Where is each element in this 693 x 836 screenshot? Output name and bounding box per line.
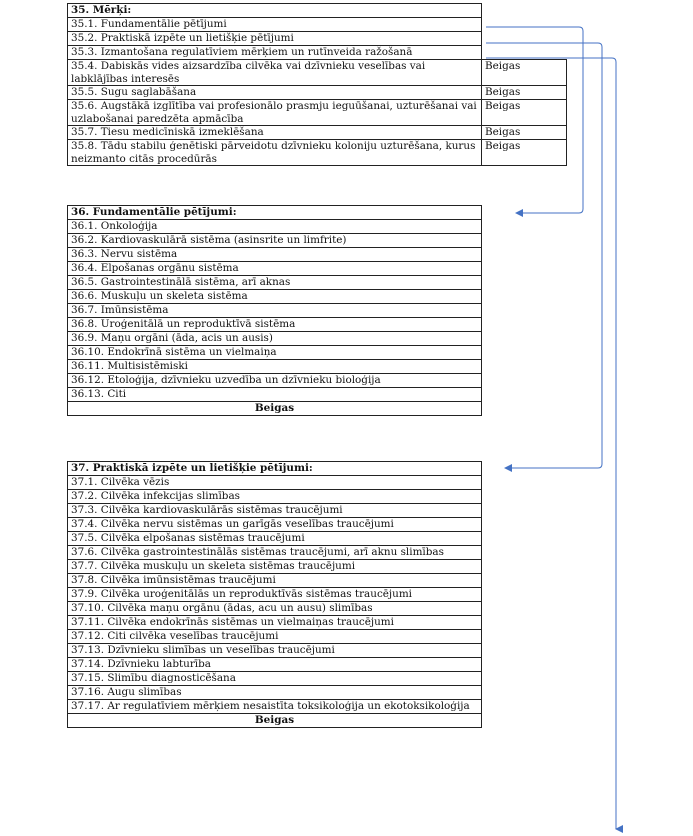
row-36-6: 36.6. Muskuļu un skeleta sistēma bbox=[68, 290, 482, 304]
row-37-12: 37.12. Citi cilvēka veselības traucējumi bbox=[68, 630, 482, 644]
row-37-2: 37.2. Cilvēka infekcijas slimības bbox=[68, 490, 482, 504]
row-37-9: 37.9. Cilvēka uroģenitālās un reproduktīvās sistēmas traucējumi bbox=[68, 588, 482, 602]
row-36-1: 36.1. Onkoloģija bbox=[68, 220, 482, 234]
row-37-10: 37.10. Cilvēka maņu orgānu (ādas, acu un ausu) slimības bbox=[68, 602, 482, 616]
row-35-2: 35.2. Praktiskā izpēte un lietišķie pētījumi bbox=[68, 32, 482, 46]
row-35-5: 35.5. Sugu saglabāšana bbox=[68, 86, 482, 100]
section-37-title: 37. Praktiskā izpēte un lietišķie pētījumi: bbox=[68, 462, 482, 476]
row-37-17: 37.17. Ar regulatīviem mērķiem nesaistīta toksikoloģija un ekotoksikoloģija bbox=[68, 700, 482, 714]
end-note-35-4: Beigas bbox=[482, 60, 567, 86]
row-36-2: 36.2. Kardiovaskulārā sistēma (asinsrite un limfrite) bbox=[68, 234, 482, 248]
end-note-35-7: Beigas bbox=[482, 126, 567, 140]
row-37-8: 37.8. Cilvēka imūnsistēmas traucējumi bbox=[68, 574, 482, 588]
row-35-6: 35.6. Augstākā izglītība vai profesionālo prasmju ieguūšanai, uzturēšanai vai uzlabošanai paredzēta apmācība bbox=[68, 100, 482, 126]
row-36-12: 36.12. Etoloģija, dzīvnieku uzvedība un dzīvnieku bioloģija bbox=[68, 374, 482, 388]
end-note-35-6: Beigas bbox=[482, 100, 567, 126]
row-36-5: 36.5. Gastrointestinālā sistēma, arī aknas bbox=[68, 276, 482, 290]
section-36-title: 36. Fundamentālie pētījumi: bbox=[68, 206, 482, 220]
row-36-3: 36.3. Nervu sistēma bbox=[68, 248, 482, 262]
arrow-35-2-to-37 bbox=[486, 43, 602, 468]
section-35-title: 35. Mērķi: bbox=[68, 4, 482, 18]
row-36-11: 36.11. Multisistēmiski bbox=[68, 360, 482, 374]
arrow-35-3-to-next-page bbox=[486, 58, 616, 829]
row-35-7: 35.7. Tiesu medicīniskā izmeklēšana bbox=[68, 126, 482, 140]
arrow-35-1-to-36 bbox=[486, 27, 583, 213]
row-36-9: 36.9. Maņu orgāni (āda, acis un ausis) bbox=[68, 332, 482, 346]
end-note-35-5: Beigas bbox=[482, 86, 567, 100]
section-37-end: Beigas bbox=[68, 714, 482, 728]
row-37-1: 37.1. Cilvēka vēzis bbox=[68, 476, 482, 490]
row-35-8: 35.8. Tādu stabilu ģenētiski pārveidotu dzīvnieku koloniju uzturēšana, kurus neizmanto citās procedūrās bbox=[68, 140, 482, 166]
row-35-4: 35.4. Dabiskās vides aizsardzība cilvēka vai dzīvnieku veselības vai labklājības interesēs bbox=[68, 60, 482, 86]
row-37-4: 37.4. Cilvēka nervu sistēmas un garīgās veselības traucējumi bbox=[68, 518, 482, 532]
row-37-6: 37.6. Cilvēka gastrointestinālās sistēmas traucējumi, arī aknu slimības bbox=[68, 546, 482, 560]
row-37-5: 37.5. Cilvēka elpošanas sistēmas traucējumi bbox=[68, 532, 482, 546]
row-37-14: 37.14. Dzīvnieku labturība bbox=[68, 658, 482, 672]
row-36-10: 36.10. Endokrīnā sistēma un vielmaiņa bbox=[68, 346, 482, 360]
section-36-end: Beigas bbox=[68, 402, 482, 416]
row-36-13: 36.13. Citi bbox=[68, 388, 482, 402]
row-37-13: 37.13. Dzīvnieku slimības un veselības traucējumi bbox=[68, 644, 482, 658]
row-37-16: 37.16. Augu slimības bbox=[68, 686, 482, 700]
row-37-11: 37.11. Cilvēka endokrīnās sistēmas un vielmaiņas traucējumi bbox=[68, 616, 482, 630]
row-36-4: 36.4. Elpošanas orgānu sistēma bbox=[68, 262, 482, 276]
row-37-15: 37.15. Slimību diagnosticēšana bbox=[68, 672, 482, 686]
row-36-7: 36.7. Imūnsistēma bbox=[68, 304, 482, 318]
end-note-35-8: Beigas bbox=[482, 140, 567, 166]
row-35-3: 35.3. Izmantošana regulatīviem mērķiem un rutīnveida ražošanā bbox=[68, 46, 482, 60]
row-37-7: 37.7. Cilvēka muskuļu un skeleta sistēmas traucējumi bbox=[68, 560, 482, 574]
row-37-3: 37.3. Cilvēka kardiovaskulārās sistēmas traucējumi bbox=[68, 504, 482, 518]
row-35-1: 35.1. Fundamentālie pētījumi bbox=[68, 18, 482, 32]
row-36-8: 36.8. Uroģenitālā un reproduktīvā sistēma bbox=[68, 318, 482, 332]
